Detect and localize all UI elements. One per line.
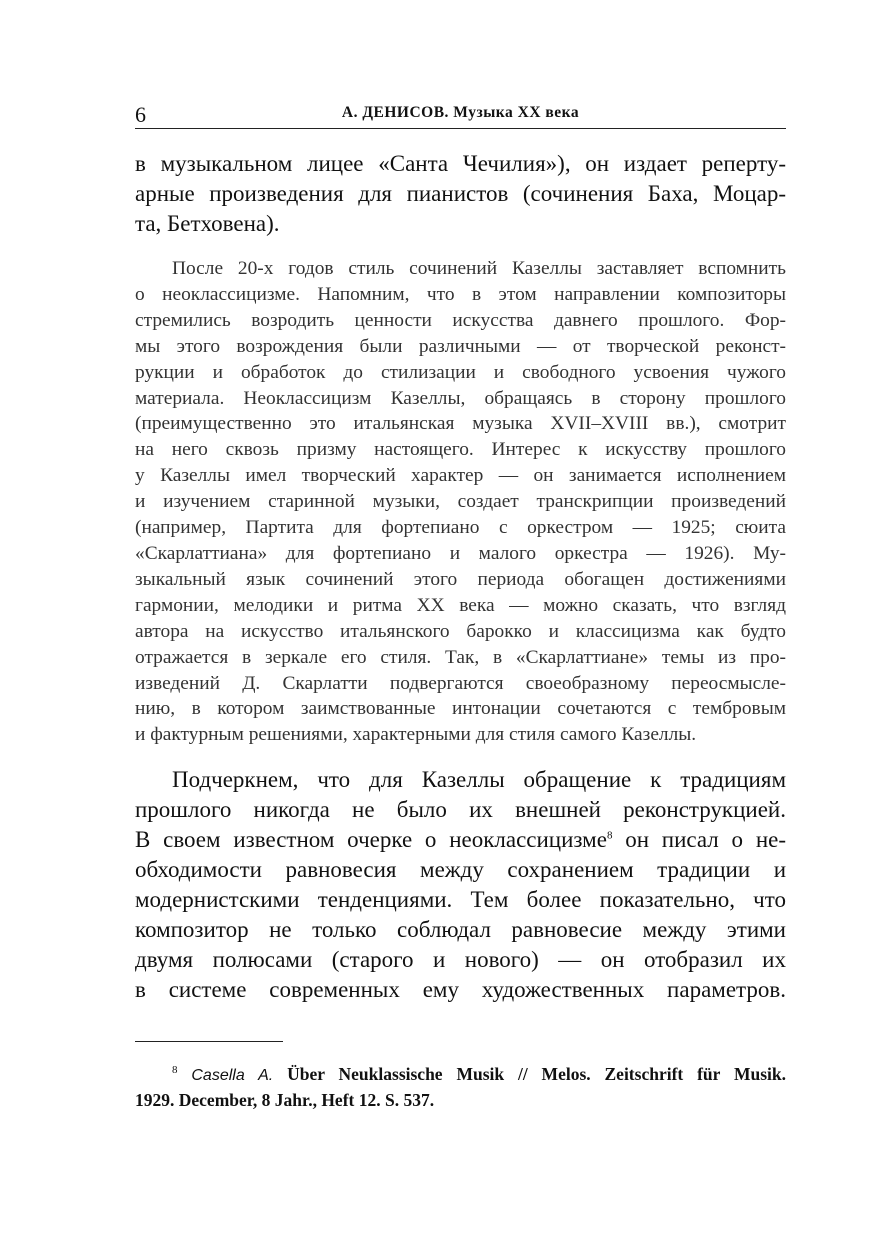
text-segment: В своем известном очерке о неоклассицизме [135,827,607,852]
text-line: о неоклассицизме. Напомним, что в этом направлении композиторы [135,283,786,305]
text-line: в музыкальном лицее «Санта Чечилия»), он издает реперту- [135,151,786,176]
footnote-line: 1929. December, 8 Jahr., Heft 12. S. 537. [135,1090,435,1110]
text-line: гармонии, мелодики и ритма XX века — можно сказать, что взгляд [135,594,786,616]
text-line: у Казеллы имел творческий характер — он занимается исполнением [135,465,786,487]
text-line: та, Бетховена). [135,211,280,236]
text-line: в системе современных ему художественных параметров. [135,977,786,1002]
text-line: стремились возродить ценности искусства давнего прошлого. Фор- [135,309,786,331]
text-line: зыкальный язык сочинений этого периода обогащен достижениями [135,568,786,590]
page-header [135,96,786,129]
paragraph-continued [135,149,786,239]
text-line: обходимости равновесия между сохранением традиции и [135,857,786,882]
text-line: Подчеркнем, что для Казеллы обращение к традициям [172,767,786,792]
text-segment: он писал о не- [612,827,786,852]
text-line: «Скарлаттиана» для фортепиано и малого оркестра — 1926). Му- [135,542,786,564]
text-line: изведений Д. Скарлатти подвергаются своеобразному переосмысле- [135,672,786,694]
text-line: и изучением старинной музыки, создает транскрипции произведений [135,491,786,513]
text-line: арные произведения для пианистов (сочинения Баха, Моцар- [135,181,786,206]
text-line: рукции и обработок до стилизации и свободного усвоения чужого [135,361,786,383]
footnote-author: Casella A. [191,1067,274,1084]
text-line: на него сквозь призму настоящего. Интерес к искусству прошлого [135,439,786,461]
small-print-paragraph [135,256,786,748]
text-line-with-footnote [135,825,786,855]
text-line: композитор не только соблюдал равновесие между этими [135,917,786,942]
footnote-number: 8 [172,1064,178,1077]
text-line: (например, Партита для фортепиано с оркестром — 1925; сюита [135,517,786,539]
text-line: материала. Неоклассицизм Казеллы, обращаясь в сторону прошлого [135,387,786,409]
footnote-divider [135,1041,283,1042]
text-line: мы этого возрождения были различными — от творческой реконст- [135,335,786,357]
running-head: А. ДЕНИСОВ. Музыка XX века [341,104,580,121]
text-line: модернистскими тенденциями. Тем более показательно, что [135,887,786,912]
footnote-text: Über Neuklassische Musik // Melos. Zeitschrift für Musik. [273,1064,786,1084]
text-line: После 20-х годов стиль сочинений Казеллы заставляет вспомнить [172,258,786,279]
footnote-line [135,1062,786,1088]
text-line: автора на искусство итальянского барокко и классицизма как будто [135,620,786,642]
text-line: прошлого никогда не было их внешней реконструкцией. [135,797,786,822]
footnote [135,1062,786,1112]
footnote-reference[interactable]: 8 [606,829,613,842]
text-line: двумя полюсами (старого и нового) — он отобразил их [135,947,786,972]
main-paragraph [135,765,786,1005]
text-line: (преимущественно это итальянская музыка XVII–XVIII вв.), смотрит [135,413,786,435]
text-line: и фактурным решениями, характерными для стиля самого Казеллы. [135,724,697,746]
text-line: отражается в зеркале его стиля. Так, в «Скарлаттиане» темы из про- [135,646,786,668]
text-line: нию, в котором заимствованные интонации сочетаются с тембровым [135,698,786,720]
page-number: 6 [135,102,146,127]
